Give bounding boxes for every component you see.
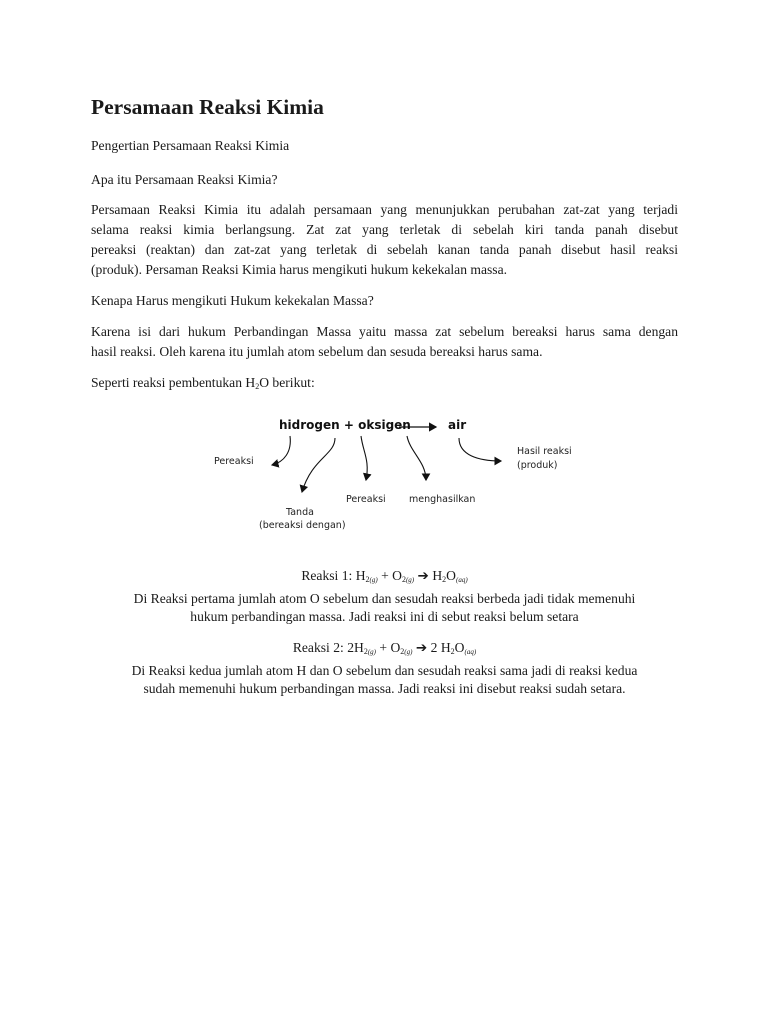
state-subscript: (aq) (455, 576, 468, 584)
equation-text: Reaksi 2: 2H (292, 640, 364, 655)
paragraph-line: selama reaksi kimia berlangsung. Zat zat yang terletak di sebelah kiri tanda panah disebut (91, 222, 678, 237)
curved-arrow-icon (272, 436, 290, 465)
example-intro (91, 373, 678, 397)
curved-arrow-icon (361, 436, 367, 480)
label-pereaksi-mid: Pereaksi (346, 494, 386, 505)
label-tanda: Tanda (286, 507, 314, 518)
paragraph-line: hasil reaksi. Oleh karena itu jumlah atom sebelum dan sesuda bereaksi harus sama. (91, 344, 543, 359)
reaction-2-desc-line: Di Reaksi kedua jumlah atom H dan O sebelum dan sesudah reaksi sama jadi di reaksi kedua (131, 663, 638, 678)
question-2: Kenapa Harus mengikuti Hukum kekekalan Massa? (91, 293, 374, 308)
answer-1-paragraph (91, 200, 678, 280)
diagram-reactants: hidrogen + oksigen (279, 418, 411, 432)
curved-arrow-icon (407, 436, 426, 480)
subtitle: Pengertian Persamaan Reaksi Kimia (91, 138, 290, 153)
example-intro-text: Seperti reaksi pembentukan H (91, 375, 256, 390)
paragraph-line: pereaksi (reaktan) dan zat-zat yang terletak di sebelah kanan tanda panah disebut hasil reaksi (91, 242, 678, 257)
subscript: 2 (450, 647, 455, 656)
subscript: 2 (363, 647, 368, 656)
reaction-1-desc-line: Di Reaksi pertama jumlah atom O sebelum dan sesudah reaksi berbeda jadi tidak memenuhi (133, 591, 636, 606)
arrow-icon: ➔ (415, 640, 428, 655)
equation-text: Reaksi 1: H (301, 568, 366, 583)
reaction-1-block (91, 566, 678, 626)
state-subscript: (g) (404, 648, 413, 656)
reaction-2-equation (91, 638, 678, 662)
question-1: Apa itu Persamaan Reaksi Kimia? (91, 172, 278, 187)
label-pereaksi-left: Pereaksi (214, 456, 254, 467)
state-subscript: (g) (369, 576, 378, 584)
label-tanda-sub: (bereaksi dengan) (259, 520, 346, 531)
reaction-1-equation (91, 566, 678, 590)
equation-text: + O (377, 568, 402, 583)
example-intro-text: O berikut: (259, 375, 315, 390)
equation-text: O (454, 640, 465, 655)
state-subscript: (g) (405, 576, 415, 584)
state-subscript: (g) (367, 648, 376, 656)
arrow-icon: ➔ (417, 568, 429, 583)
answer-2-paragraph (91, 322, 678, 362)
label-menghasilkan: menghasilkan (409, 494, 476, 505)
subscript: 2 (442, 575, 447, 584)
label-hasil-reaksi: Hasil reaksi (517, 446, 572, 457)
paragraph-line: (produk). Persaman Reaksi Kimia harus mengikuti hukum kekekalan massa. (91, 262, 508, 277)
paragraph-line: Persamaan Reaksi Kimia itu adalah persamaan yang menunjukkan perubahan zat-zat yang terjadi (91, 202, 678, 217)
equation-text: + O (375, 640, 401, 655)
subscript: 2 (401, 575, 406, 584)
label-produk: (produk) (517, 460, 558, 471)
subscript: 2 (365, 575, 370, 584)
equation-text: 2 H (427, 640, 451, 655)
reaction-2-desc-line: sudah memenuhi hukum perbandingan massa. Jadi reaksi ini disebut reaksi sudah setara. (143, 681, 626, 696)
page-title: Persamaan Reaksi Kimia (91, 95, 324, 119)
diagram-product: air (448, 418, 467, 432)
subscript: 2 (255, 382, 260, 391)
equation-text: H (428, 568, 443, 583)
state-subscript: (aq) (464, 648, 477, 656)
curved-arrow-icon (459, 438, 501, 461)
equation-text: O (446, 568, 456, 583)
reaction-1-desc-line: hukum perbandingan massa. Jadi reaksi ini di sebut reaksi belum setara (190, 609, 579, 624)
curved-arrow-icon (302, 438, 335, 492)
subscript: 2 (400, 647, 405, 656)
paragraph-line: Karena isi dari hukum Perbandingan Massa yaitu massa zat sebelum bereaksi harus sama dengan (91, 324, 678, 339)
document-page (91, 92, 678, 397)
reaction-2-block (91, 638, 678, 698)
